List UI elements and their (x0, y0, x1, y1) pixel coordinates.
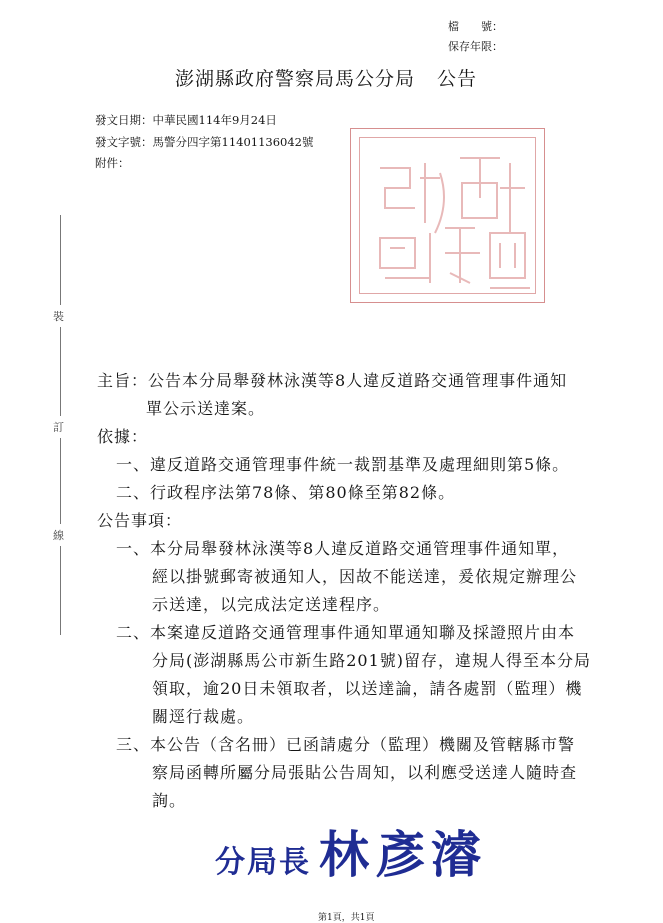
notice-item-3-line-2: 察局函轉所屬分局張貼公告周知，以利應受送達人隨時查 (152, 763, 578, 782)
notice-item-2-line-1: 二、本案違反道路交通管理事件通知單通知聯及採證照片由本 (116, 623, 576, 642)
issue-date: 發文日期：中華民國114年9月24日 (95, 113, 277, 127)
binding-mark-line: 線 (53, 524, 64, 546)
basis-item-2: 二、行政程序法第78條、第80條至第82條。 (116, 483, 456, 502)
notice-item-1-line-2: 經以掛號郵寄被通知人，因故不能送達，爰依規定辦理公 (152, 567, 578, 586)
document-title (175, 64, 477, 91)
signature-name: 林彥濬 (319, 826, 487, 884)
seal-pattern (350, 128, 545, 303)
basis-label: 依據： (97, 427, 149, 446)
page-number: 第1頁，共1頁 (318, 913, 375, 923)
notice-item-2-line-4: 關逕行裁處。 (152, 707, 255, 726)
notice-item-2-line-2: 分局(澎湖縣馬公市新生路201號)留存，違規人得至本分局 (152, 651, 592, 670)
notice-item-3-line-1: 三、本公告（含名冊）已函請處分（監理）機關及管轄縣市警 (116, 735, 576, 754)
attachments-label: 附件： (95, 156, 130, 170)
notice-item-3-line-3: 詢。 (152, 791, 187, 810)
notice-item-1-line-3: 示送達，以完成法定送達程序。 (152, 595, 391, 614)
subject-line-2: 單公示送達案。 (146, 399, 266, 418)
binding-mark-staple: 訂 (53, 416, 64, 438)
retention-period-label: 保存年限： (448, 40, 503, 53)
official-seal (350, 128, 545, 303)
notice-item-2-line-3: 領取，逾20日未領取者，以送達論，請各處罰（監理）機 (152, 679, 583, 698)
file-number-label: 檔 號： (448, 20, 503, 33)
document-type: 公告 (437, 68, 478, 90)
subject-line-1: 主旨：公告本分局舉發林泳漢等8人違反道路交通管理事件通知 (97, 371, 568, 390)
reference-number: 發文字號：馬警分四字第11401136042號 (95, 135, 314, 149)
signature-title: 分局長 (215, 845, 311, 880)
signature-stamp (215, 815, 487, 887)
basis-item-1: 一、違反道路交通管理事件統一裁罰基準及處理細則第5條。 (116, 455, 570, 474)
notice-items-label: 公告事項： (97, 511, 183, 530)
binding-mark-bind: 裝 (53, 305, 64, 327)
notice-item-1-line-1: 一、本分局舉發林泳漢等8人違反道路交通管理事件通知單， (116, 539, 570, 558)
agency-name: 澎湖縣政府警察局馬公分局 (175, 68, 416, 90)
